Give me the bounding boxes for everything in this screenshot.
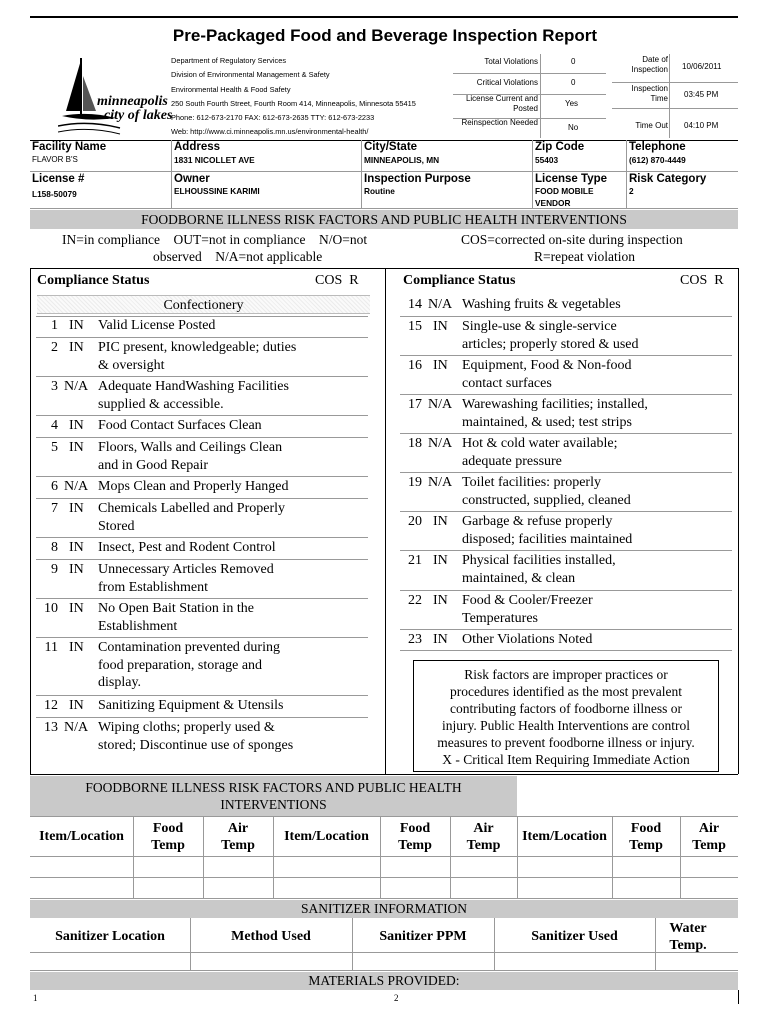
compliance-item-19 [402,474,702,509]
item-text: Floors, Walls and Ceilings Clean [98,440,283,455]
risk-category-label: Risk Category [629,173,707,185]
facility-name-value: FLAVOR B'S [32,155,78,164]
item-number: 2 [51,340,58,355]
item-text: Toilet facilities: properly [462,475,601,490]
item-text: Valid License Posted [98,318,216,333]
temp-col-food-3: Food Temp [629,821,663,853]
item-number: 23 [408,632,422,647]
total-violations-label: Total Violations [484,57,538,66]
footer-page-left: 1 [33,993,38,1003]
temp-col-air-2: Air Temp [466,821,501,853]
item-status: IN [69,562,84,577]
materials-banner [30,972,738,990]
agency-line-4: 250 South Fourth Street, Fourth Room 414, Minneapolis, Minnesota 55415 [171,99,416,108]
item-number: 6 [51,479,58,494]
item-text: Stored [98,518,135,534]
item-number: 14 [408,297,422,312]
item-status: N/A [428,297,453,312]
agency-line-3: Environmental Health & Food Safety [171,85,291,94]
note-line-4: injury. Public Health Interventions are control [441,718,691,733]
item-text: Sanitizing Equipment & Utensils [98,698,284,713]
item-status: N/A [64,720,89,735]
item-text: maintained, & used; test strips [462,414,632,430]
time-out-label: Time Out [635,121,668,130]
note-line-2: procedures identified as the most prevalent [449,684,683,699]
compliance-item-5 [38,439,338,474]
date-label: Date of Inspection [631,55,668,74]
license-type-value-2: VENDOR [535,198,571,208]
agency-line-1: Department of Regulatory Services [171,56,287,65]
item-number: 21 [408,553,422,568]
zip-label: Zip Code [535,141,585,153]
item-status: IN [69,318,84,333]
license-number-label: License # [32,173,85,185]
item-text: food preparation, storage and [98,657,263,673]
note-line-5: measures to prevent foodborne illness or injury. [437,735,695,750]
item-text: Insect, Pest and Rodent Control [98,540,276,555]
item-status: IN [433,514,448,529]
item-text: supplied & accessible. [98,396,224,412]
item-status: IN [433,358,448,373]
license-type-label: License Type [535,173,608,185]
item-status: N/A [64,479,89,494]
item-text: Single-use & single-service [462,319,617,334]
item-text: constructed, supplied, cleaned [462,492,631,508]
compliance-item-15 [402,318,702,353]
owner-label: Owner [174,173,210,185]
item-number: 17 [408,397,422,412]
compliance-item-16 [402,357,702,392]
item-number: 20 [408,514,422,529]
water-temp-header: Water Temp. [669,921,707,953]
confectionery-section: Confectionery [37,295,370,314]
risk-factors-banner [30,210,738,229]
item-text: maintained, & clean [462,570,576,586]
logo-wordmark-line2: city of lakes [104,108,173,123]
left-compliance-header: Compliance Status [37,273,150,288]
item-number: 15 [408,319,422,334]
sanitizer-banner-text: SANITIZER INFORMATION [300,901,468,916]
compliance-item-7 [38,500,338,535]
legend-right-2: R=repeat violation [534,249,635,264]
footer-page-center: 2 [394,993,399,1003]
item-text: Equipment, Food & Non-food [462,358,632,373]
risk-factors-note [413,660,719,772]
address-label: Address [174,141,221,153]
item-text: Unnecessary Articles Removed [98,562,274,577]
item-status: IN [433,593,448,608]
critical-violations-value: 0 [571,78,576,87]
item-text: Garbage & refuse properly [462,514,613,529]
temp-col-air-3: Air Temp [692,821,726,853]
legend-right-1: COS=corrected on-site during inspection [461,232,683,247]
temp-col-item-location-1: Item/Location [39,829,124,844]
item-status: IN [69,640,84,655]
time-value: 03:45 PM [684,90,719,99]
facility-name-label: Facility Name [32,141,107,153]
agency-line-2: Division of Environmental Management & Safety [171,70,330,79]
item-text: Other Violations Noted [462,632,593,647]
critical-violations-label: Critical Violations [476,78,538,87]
item-text: Food Contact Surfaces Clean [98,418,262,433]
compliance-item-4 [38,417,338,435]
item-text: Temperatures [462,610,538,626]
inspection-purpose-label: Inspection Purpose [364,173,471,185]
risk-factors-banner-text: FOODBORNE ILLNESS RISK FACTORS AND PUBLIC HEALTH INTERVENTIONS [141,212,627,227]
item-text: articles; properly stored & used [462,336,639,352]
item-text: Chemicals Labelled and Properly [98,501,285,516]
temperature-banner [30,776,517,816]
legend-left-1: IN=in compliance OUT=not in compliance N/O=not [62,232,368,247]
compliance-item-17 [402,396,702,431]
item-number: 11 [44,640,58,655]
telephone-label: Telephone [629,141,686,153]
item-text: contact surfaces [462,375,552,391]
item-text: Wiping cloths; properly used & [98,720,275,735]
item-text: disposed; facilities maintained [462,531,633,547]
agency-line-5: Phone: 612-673-2170 FAX: 612-673-2635 TTY: 612-673-2233 [171,113,375,122]
method-used-header: Method Used [231,929,311,944]
item-number: 19 [408,475,422,490]
sanitizer-banner [30,900,738,918]
item-number: 16 [408,358,422,373]
logo-wordmark-line1: minneapolis [97,94,168,109]
item-status: IN [433,632,448,647]
temp-col-air-1: Air Temp [221,821,255,853]
compliance-item-23 [402,631,702,649]
compliance-item-1 [38,317,338,335]
right-cos-r-header: COS R [680,273,724,288]
owner-value: ELHOUSSINE KARIMI [174,186,260,196]
item-status: IN [69,340,84,355]
materials-banner-text: MATERIALS PROVIDED: [308,973,460,988]
item-text: Hot & cold water available; [462,436,618,451]
telephone-value: (612) 870-4449 [629,155,686,165]
item-status: N/A [428,475,453,490]
compliance-item-21 [402,552,702,587]
item-status: N/A [64,379,89,394]
reinspection-label: Reinspection Needed [461,118,538,127]
license-posted-label: License Current and Posted [465,94,538,113]
item-number: 18 [408,436,422,451]
date-value: 10/06/2011 [682,62,722,71]
compliance-item-13 [38,719,338,754]
item-text: and in Good Repair [98,457,209,473]
item-text: from Establishment [98,579,209,595]
compliance-item-11 [38,639,338,692]
item-status: IN [69,418,84,433]
item-text: Physical facilities installed, [462,553,616,568]
item-status: IN [433,553,448,568]
item-text: Washing fruits & vegetables [462,297,621,312]
item-text: display. [98,675,142,690]
item-number: 4 [51,418,58,433]
compliance-item-14 [402,296,702,314]
item-number: 10 [44,601,58,616]
temp-col-item-location-2: Item/Location [284,829,369,844]
item-text: Mops Clean and Properly Hanged [98,479,289,494]
item-number: 13 [44,720,58,735]
item-number: 5 [51,440,58,455]
item-text: PIC present, knowledgeable; duties [98,340,297,355]
item-status: IN [69,501,84,516]
item-text: Food & Cooler/Freezer [462,593,593,608]
reinspection-value: No [568,123,579,132]
temperature-banner-line1: FOODBORNE ILLNESS RISK FACTORS AND PUBLIC HEALTH [85,780,462,795]
item-status: IN [69,601,84,616]
time-out-value: 04:10 PM [684,121,719,130]
item-text: Adequate HandWashing Facilities [98,379,289,394]
compliance-item-8 [38,539,338,557]
item-text: Contamination prevented during [98,640,280,655]
compliance-item-6 [38,478,338,496]
item-text: stored; Discontinue use of sponges [98,737,294,753]
item-status: IN [69,540,84,555]
city-value: MINNEAPOLIS, MN [364,155,440,165]
license-type-value-1: FOOD MOBILE [535,186,594,196]
license-posted-value: Yes [565,99,579,108]
page-title: Pre-Packaged Food and Beverage Inspection Report [172,26,598,45]
right-compliance-header: Compliance Status [403,273,516,288]
sanitizer-location-header: Sanitizer Location [55,929,165,944]
date-time-table [612,52,738,138]
item-number: 22 [408,593,422,608]
risk-category-value: 2 [629,186,634,196]
zip-value: 55403 [535,155,559,165]
temp-col-food-2: Food Temp [398,821,432,853]
compliance-item-12 [38,697,338,715]
city-label: City/State [364,141,418,153]
temp-col-item-location-3: Item/Location [522,829,607,844]
item-text: Warewashing facilities; installed, [462,397,648,412]
item-text: & oversight [98,357,165,373]
temperature-banner-line2: INTERVENTIONS [220,797,327,812]
item-number: 8 [51,540,58,555]
item-text: Establishment [98,618,178,634]
compliance-item-22 [402,592,702,627]
item-text: No Open Bait Station in the [98,601,254,616]
note-line-6: X - Critical Item Requiring Immediate Action [442,752,690,767]
compliance-item-10 [38,600,338,635]
sanitizer-used-header: Sanitizer Used [531,929,618,944]
item-number: 3 [51,379,58,394]
item-status: N/A [428,436,453,451]
note-line-1: Risk factors are improper practices or [464,667,668,682]
item-number: 9 [51,562,58,577]
item-status: IN [69,698,84,713]
item-number: 1 [51,318,58,333]
address-value: 1831 NICOLLET AVE [174,155,255,165]
left-cos-r-header: COS R [315,273,359,288]
compliance-item-2 [38,339,338,374]
legend-left-2: observed N/A=not applicable [153,249,323,264]
item-status: IN [433,319,448,334]
compliance-item-3 [38,378,338,413]
license-number-value: L158-50079 [32,189,77,199]
item-status: N/A [428,397,453,412]
sanitizer-ppm-header: Sanitizer PPM [379,929,467,944]
agency-line-6: Web: http://www.ci.minneapolis.mn.us/environmental-health/ [171,127,369,136]
time-label: Inspection Time [631,84,668,103]
note-line-3: contributing factors of foodborne illness or [449,701,683,716]
compliance-item-20 [402,513,702,548]
inspection-purpose-value: Routine [364,186,395,196]
item-number: 12 [44,698,58,713]
item-text: adequate pressure [462,453,562,469]
temp-col-food-1: Food Temp [151,821,185,853]
compliance-item-18 [402,435,702,470]
item-number: 7 [51,501,58,516]
summary-table [453,52,606,138]
total-violations-value: 0 [571,57,576,66]
compliance-item-9 [38,561,338,596]
item-status: IN [69,440,84,455]
